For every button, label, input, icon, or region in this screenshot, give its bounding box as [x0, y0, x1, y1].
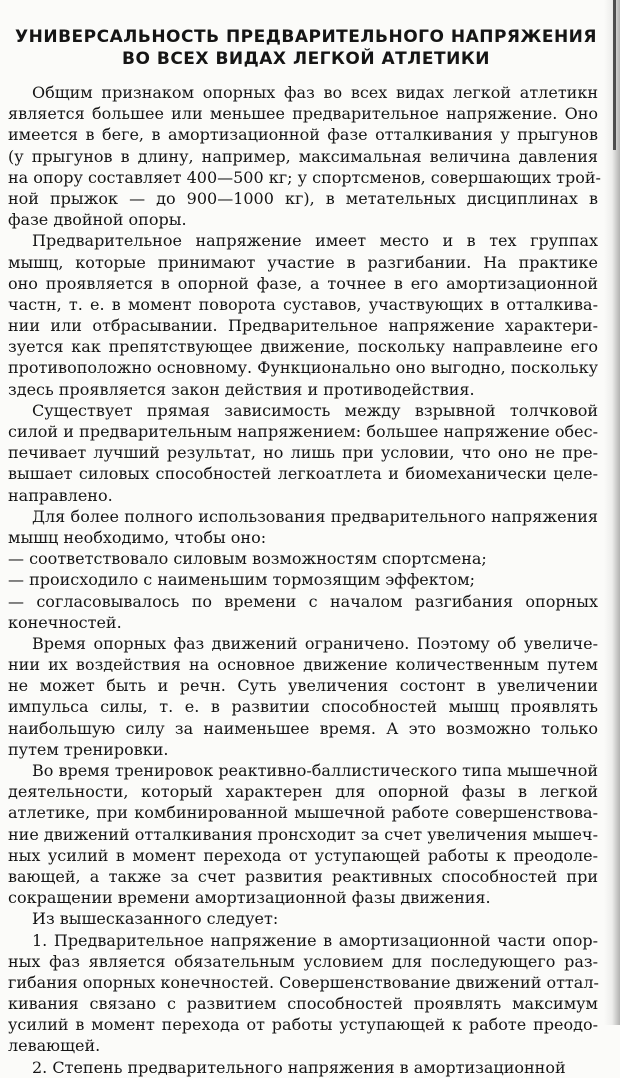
text-line: деятельности, который характерен для опорной фазы в легкой — [8, 782, 598, 802]
text-line: нии их воздействия на основное движение количественным путем — [8, 655, 598, 675]
text-line: атлетике, при комбинированной мышечной работе совершенствова- — [8, 803, 598, 823]
text-line: силой и предварительным напряжением: большее напряжение обес- — [8, 422, 598, 441]
text-line: сокращении времени амортизационной фазы движения. — [8, 888, 491, 908]
title-line-1: УНИВЕРСАЛЬНОСТЬ ПРЕДВАРИТЕЛЬНОГО НАПРЯЖЕНИЯ — [15, 27, 597, 47]
text-line: Общим признаком опорных фаз во всех видах легкой атлетикн — [32, 83, 598, 102]
scan-edge-shadow — [604, 0, 620, 1025]
text-line: здесь проявляется закон действия и противодействия. — [8, 379, 475, 399]
text-line: является большее или меньшее предварительное напряжение. Оно — [8, 104, 598, 124]
text-line: Для более полного использования предварительного напряжения — [32, 506, 598, 526]
text-line: направлено. — [8, 485, 113, 505]
text-line: ных фаз является обязательным условием для последующего раз- — [8, 951, 598, 971]
text-line: конечностей. — [8, 612, 122, 632]
text-line: не может быть и речн. Суть увеличения состонт в увеличении — [8, 676, 598, 696]
text-line: гибания опорных конечностей. Совершенствование движений оттал- — [8, 972, 599, 992]
text-line: — происходило с наименьшим тормозящим эффектом; — [8, 570, 476, 590]
text-line: печивает лучший результат, но лишь при условии, что оно не пре- — [8, 443, 598, 463]
text-line: ных усилий в момент перехода от уступающей работы к преодоле- — [8, 845, 598, 865]
text-line: фазе двойной опоры. — [8, 210, 187, 230]
body-text — [8, 82, 601, 1078]
text-line: Предварительное напряжение имеет место и в тех группах — [32, 231, 598, 251]
text-line: ной прыжок — до 900—1000 кг), в метательных дисциплинах в — [8, 188, 598, 208]
text-line: на опору составляет 400—500 кг; у спортсменов, совершающих трой- — [8, 167, 601, 187]
text-line: вающей, а также за счет развития реактивных способностей при — [8, 866, 598, 886]
text-line: (у прыгунов в длину, например, максимальная величина давления — [8, 146, 598, 166]
text-line: 2. Степень предварительного напряжения в амортизационной — [32, 1057, 566, 1077]
text-line: вышает силовых способностей легкоатлета и биомеханически целе- — [8, 464, 598, 484]
text-line: импульса силы, т. е. в развитии способностей мышц проявлять — [8, 697, 598, 717]
text-line: мышц необходимо, чтобы оно: — [8, 527, 267, 547]
text-line: ние движений отталкивания пронсходит за счет увеличения мышеч- — [8, 824, 598, 844]
text-line: мышц, которые принимают участие в разгибании. На практике — [8, 252, 598, 272]
text-line: противоположно основному. Функционально оно выгодно, поскольку — [8, 358, 598, 378]
text-line: путем тренировки. — [8, 739, 169, 759]
text-line: Существует прямая зависимость между взрывной толчковой — [32, 400, 598, 420]
scan-edge-mark — [613, 0, 616, 150]
title-line-2: ВО ВСЕХ ВИДАХ ЛЕГКОЙ АТЛЕТИКИ — [122, 49, 490, 69]
text-line: 1. Предварительное напряжение в амортизационной части опор- — [32, 930, 598, 950]
text-line: усилий в момент перехода от работы уступающей к работе преодо- — [8, 1015, 598, 1035]
text-line: нии или отбрасывании. Предварительное напряжение характери- — [8, 316, 598, 336]
text-line: наибольшую силу за наименьшее время. А это возможно только — [8, 718, 598, 738]
text-line: Из вышесказанного следует: — [32, 909, 279, 929]
text-line: Во время тренировок реактивно-баллистического типа мышечной — [32, 761, 599, 780]
text-line: имеется в беге, в амортизационной фазе отталкивания у прыгунов — [8, 125, 598, 145]
text-line: частн, т. е. в момент поворота суставов, участвующих в отталкива- — [8, 294, 598, 314]
text-line: кивания связано с развитием способностей проявлять максимум — [8, 994, 598, 1014]
text-line: левающей. — [8, 1036, 101, 1056]
text-line: — соответствовало силовым возможностям спортсмена; — [8, 549, 487, 569]
text-line: Время опорных фаз движений ограничено. Поэтому об увеличе- — [32, 633, 598, 653]
text-line: — согласовывалось по времени с началом разгибания опорных — [8, 591, 598, 611]
text-line: оно проявляется в опорной фазе, а точнее в его амортизационной — [8, 273, 598, 293]
text-line: зуется как препятствующее движение, поскольку направлеине его — [8, 337, 598, 357]
